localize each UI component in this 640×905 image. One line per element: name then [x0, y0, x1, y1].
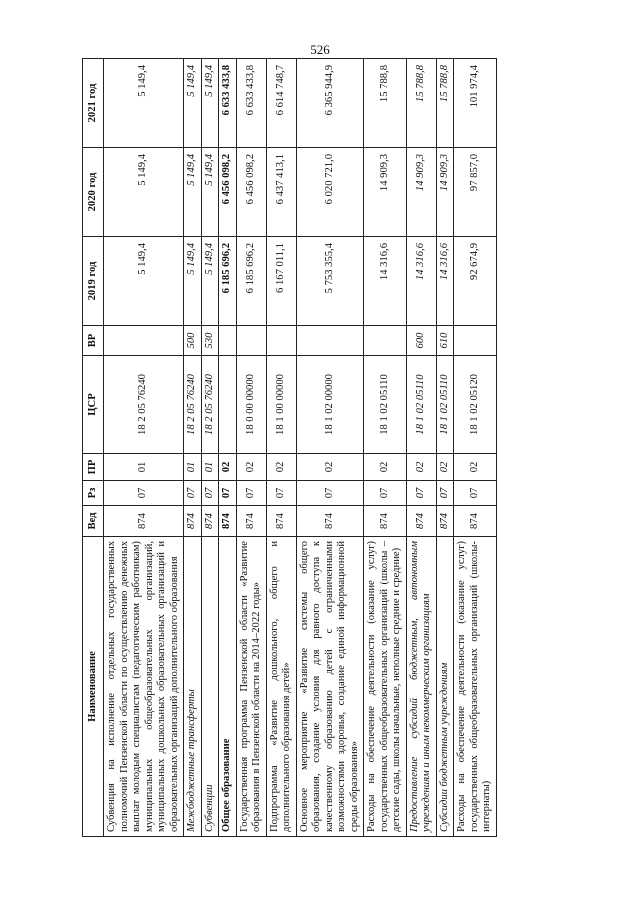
- header-vr: ВР: [83, 326, 104, 356]
- cell-2020: 6 456 098,2: [219, 148, 237, 237]
- cell-2020: 5 149,4: [184, 148, 202, 237]
- cell-name: Основное мероприятие «Развитие системы общего образования, создание условия для равного доступа к качественному образованию детей с ограниченными возможностями здоровья, создание единой информационной среды образования»: [296, 537, 364, 837]
- cell-ved: 874: [201, 506, 219, 537]
- cell-name: Субвенции: [201, 537, 219, 837]
- cell-rz: 07: [454, 481, 497, 506]
- cell-rz: 07: [364, 481, 407, 506]
- cell-name: Межбюджетные трансферты: [184, 537, 202, 837]
- cell-vr: [454, 326, 497, 356]
- header-csr: ЦСР: [83, 356, 104, 454]
- table-row: [266, 59, 296, 837]
- cell-name: Расходы на обеспечение деятельности (оказание услуг) государственных общеобразовательных организаций (школы – детские сады, школы начальные, неполные средние и средние): [364, 537, 407, 837]
- cell-vr: 610: [436, 326, 454, 356]
- cell-2021: 5 149,4: [104, 59, 184, 148]
- cell-ved: 874: [236, 506, 266, 537]
- cell-2020: 14 909,3: [436, 148, 454, 237]
- cell-csr: 18 1 02 05110: [406, 356, 436, 454]
- table-row: [364, 59, 407, 837]
- cell-rz: 07: [201, 481, 219, 506]
- cell-2021: 5 149,4: [184, 59, 202, 148]
- cell-2019: 14 316,6: [364, 237, 407, 326]
- cell-vr: [236, 326, 266, 356]
- cell-2020: 6 437 413,1: [266, 148, 296, 237]
- cell-rz: 07: [266, 481, 296, 506]
- cell-rz: 07: [184, 481, 202, 506]
- cell-ved: 874: [406, 506, 436, 537]
- cell-2019: 5 753 355,4: [296, 237, 364, 326]
- cell-name: Предоставление субсидий бюджетным, автономным учреждениям и иным некоммерческим организациям: [406, 537, 436, 837]
- cell-vr: [296, 326, 364, 356]
- cell-pr: 02: [296, 454, 364, 481]
- cell-csr: 18 2 05 76240: [104, 356, 184, 454]
- header-ved: Вед: [83, 506, 104, 537]
- cell-ved: 874: [364, 506, 407, 537]
- header-name: Наименование: [83, 537, 104, 837]
- cell-csr: 18 1 02 05110: [364, 356, 407, 454]
- cell-pr: 02: [236, 454, 266, 481]
- header-rz: Рз: [83, 481, 104, 506]
- cell-vr: [219, 326, 237, 356]
- cell-rz: 07: [219, 481, 237, 506]
- cell-vr: 500: [184, 326, 202, 356]
- cell-2019: 6 167 011,1: [266, 237, 296, 326]
- table-row: [104, 59, 184, 837]
- cell-pr: 01: [201, 454, 219, 481]
- cell-ved: 874: [296, 506, 364, 537]
- cell-2021: 6 614 748,7: [266, 59, 296, 148]
- table-row: [219, 59, 237, 837]
- cell-2019: 14 316,6: [406, 237, 436, 326]
- cell-pr: 02: [266, 454, 296, 481]
- cell-2021: 6 365 944,9: [296, 59, 364, 148]
- cell-csr: 18 0 00 00000: [236, 356, 266, 454]
- cell-rz: 07: [236, 481, 266, 506]
- table-row: [184, 59, 202, 837]
- page-number: 526: [310, 42, 330, 57]
- cell-pr: 02: [219, 454, 237, 481]
- table-row: [296, 59, 364, 837]
- table-row: [454, 59, 497, 837]
- cell-2020: 5 149,4: [201, 148, 219, 237]
- cell-vr: [104, 326, 184, 356]
- cell-csr: [219, 356, 237, 454]
- cell-csr: 18 2 05 76240: [184, 356, 202, 454]
- cell-ved: 874: [104, 506, 184, 537]
- cell-vr: [266, 326, 296, 356]
- cell-2019: 6 185 696,2: [236, 237, 266, 326]
- cell-ved: 874: [219, 506, 237, 537]
- cell-name: Расходы на обеспечение деятельности (оказание услуг) государственных общеобразовательных организаций (школы-интернаты): [454, 537, 497, 837]
- cell-name: Общее образование: [219, 537, 237, 837]
- cell-ved: 874: [454, 506, 497, 537]
- cell-name: Подпрограмма «Развитие дошкольного, общего и дополнительного образования детей»: [266, 537, 296, 837]
- cell-rz: 07: [436, 481, 454, 506]
- cell-2020: 5 149,4: [104, 148, 184, 237]
- cell-2021: 6 633 433,8: [236, 59, 266, 148]
- header-2019: 2019 год: [83, 237, 104, 326]
- cell-rz: 07: [406, 481, 436, 506]
- cell-2020: 14 909,3: [406, 148, 436, 237]
- cell-2019: 92 674,9: [454, 237, 497, 326]
- header-2020: 2020 год: [83, 148, 104, 237]
- cell-pr: 01: [184, 454, 202, 481]
- cell-csr: 18 2 05 76240: [201, 356, 219, 454]
- cell-pr: 01: [104, 454, 184, 481]
- cell-pr: 02: [454, 454, 497, 481]
- cell-2020: 97 857,0: [454, 148, 497, 237]
- cell-2021: 5 149,4: [201, 59, 219, 148]
- cell-2021: 15 788,8: [406, 59, 436, 148]
- cell-rz: 07: [296, 481, 364, 506]
- rotated-budget-table-wrapper: [82, 59, 638, 837]
- cell-2020: 6 020 721,0: [296, 148, 364, 237]
- table-row: [406, 59, 436, 837]
- budget-table: [82, 58, 497, 837]
- header-2021: 2021 год: [83, 59, 104, 148]
- cell-ved: 874: [184, 506, 202, 537]
- cell-name: Субвенция на исполнение отдельных государственных полномочий Пензенской области по осуществлению денежных выплат молодым специалистам (педагогическим работникам) муниципальных общеобразовательных организаций, муниципальных дошкольных образовательных организаций и образовательных организаций дополнительного образования: [104, 537, 184, 837]
- cell-2019: 5 149,4: [104, 237, 184, 326]
- cell-vr: 530: [201, 326, 219, 356]
- cell-csr: 18 1 00 00000: [266, 356, 296, 454]
- cell-2019: 5 149,4: [201, 237, 219, 326]
- cell-csr: 18 1 02 05120: [454, 356, 497, 454]
- cell-2021: 15 788,8: [364, 59, 407, 148]
- cell-2021: 15 788,8: [436, 59, 454, 148]
- header-pr: ПР: [83, 454, 104, 481]
- cell-rz: 07: [104, 481, 184, 506]
- table-header-row: [83, 59, 104, 837]
- cell-2019: 5 149,4: [184, 237, 202, 326]
- table-row: [436, 59, 454, 837]
- cell-ved: 874: [436, 506, 454, 537]
- cell-name: Государственная программа Пензенской области «Развитие образования в Пензенской области на 2014–2022 годы»: [236, 537, 266, 837]
- cell-pr: 02: [364, 454, 407, 481]
- cell-pr: 02: [406, 454, 436, 481]
- cell-pr: 02: [436, 454, 454, 481]
- cell-ved: 874: [266, 506, 296, 537]
- table-row: [201, 59, 219, 837]
- cell-name: Субсидии бюджетным учреждениям: [436, 537, 454, 837]
- cell-2019: 14 316,6: [436, 237, 454, 326]
- cell-2021: 101 974,4: [454, 59, 497, 148]
- table-row: [236, 59, 266, 837]
- cell-2021: 6 633 433,8: [219, 59, 237, 148]
- cell-2020: 6 456 098,2: [236, 148, 266, 237]
- cell-csr: 18 1 02 05110: [436, 356, 454, 454]
- cell-2020: 14 909,3: [364, 148, 407, 237]
- cell-2019: 6 185 696,2: [219, 237, 237, 326]
- cell-vr: [364, 326, 407, 356]
- cell-csr: 18 1 02 00000: [296, 356, 364, 454]
- cell-vr: 600: [406, 326, 436, 356]
